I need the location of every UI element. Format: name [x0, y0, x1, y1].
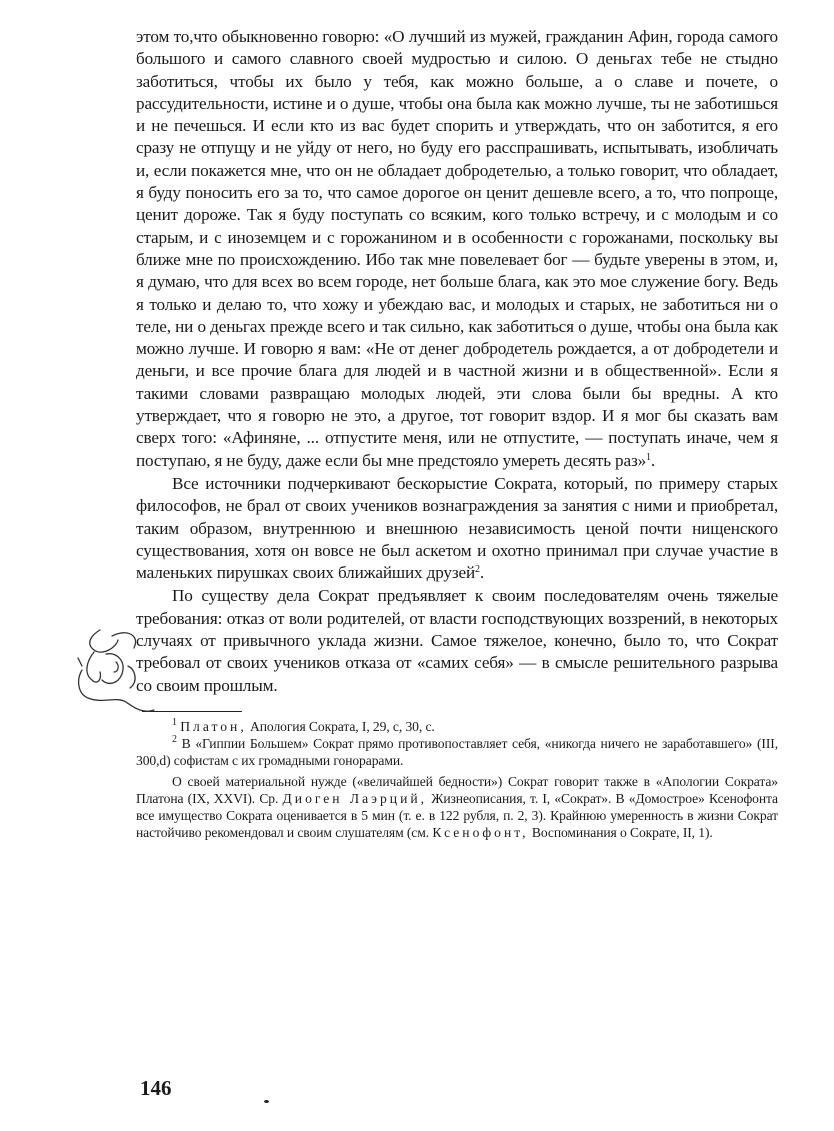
footnote-2-mark: 2 [172, 734, 177, 746]
footnote-2-cont-c: Воспоминания о Сократе, II, 1). [528, 825, 713, 841]
paragraph-2-text: Все источники подчеркивают бескорыстие Сократа, который, по примеру старых философов, не брал от своих учеников вознаграждения за занятия с ними и приобретал, таким образом, внутреннюю и внешнюю независимость ценой почти нищенского существования, хотя он вовсе не был аскетом и охотно принимал при случае участие в маленьких пирушках своих ближайших друзей [136, 473, 778, 583]
paragraph-1-text: этом то,что обыкновенно говорю: «О лучший из мужей, гражданин Афин, города самого большого и самого славного своей мудростью и силою. О деньгах тебе не стыдно заботиться, чтобы их было у тебя, как можно больше, а о славе и почете, о рассудительности, истине и о душе, чтобы она была как можно лучше, ты не заботишься и не печешься. И если кто из вас будет спорить и утверждать, что он заботится, я его сразу не отпущу и не уйду от него, но буду его расспрашивать, испытывать, изобличать и, если покажется мне, что он не обладает добродетелью, а только говорит, что обладает, я буду поносить его за то, что самое дорогое он ценит дешевле всего, а то, что попроще, ценит дороже. Так я буду поступать со всяким, кого только встречу, и с молодым и со старым, и с иноземцем и с горожанином и в особенности с горожанами, поскольку вы ближе мне по происхождению. Ибо так мне повелевает бог — будьте уверены в этом, и, я думаю, что для всех во всем городе, нет больше блага, как это мое служение богу. Ведь я только и делаю то, что хожу и убеждаю вас, и молодых и старых, не заботиться ни о теле, ни о деньгах прежде всего и так сильно, как заботиться о душе, чтобы она была как можно лучше. И говорю я вам: «Не от денег добродетель рождается, а от добродетели и деньги, и все прочие блага для людей и в частной жизни и в общественной». Если я такими словами развращаю молодых людей, эти слова были бы вредны. А кто утверждает, что я говорю не это, а другое, тот говорит вздор. И я мог бы сказать вам сверх того: «Афиняне, ... отпустите меня, или не отпустите, — поступать иначе, чем я поступаю, я не буду, даже если бы мне предстояло умереть десять раз» [136, 27, 778, 470]
footnote-2-cont-b: Жизнеописания, т. I, «Сократ». В «Домострое» Ксенофонта все имущество Сократа оценивается в 5 мин (т. е. в 122 рубля, п. 2, 3). Крайнюю умеренность в жизни Сократ настойчиво рекомендовал и своим слушателям (см. [136, 790, 778, 841]
ink-speck [264, 1100, 269, 1103]
footnote-2 [136, 735, 778, 769]
footnote-2-cont-a: О своей материальной нужде («величайшей бедности») Сократ говорит также в «Апологии Сократа» Платона (IX, XXVI). Ср. [136, 773, 778, 806]
margin-sketch-icon [72, 622, 172, 720]
paragraph-2-end: . [479, 563, 485, 583]
page-number: 146 [140, 1076, 172, 1100]
paragraph-1 [136, 26, 778, 472]
footnote-1-text: Апология Сократа, I, 29, с, 30, с. [246, 718, 435, 734]
footnote-2-author-1: Диоген Лаэрций, [282, 790, 428, 806]
footnotes [136, 718, 778, 841]
footnote-1-mark: 1 [172, 716, 177, 728]
paragraph-1-end: . [650, 450, 656, 470]
footnote-ref-2[interactable]: 2 [475, 564, 480, 576]
footnote-2-text: В «Гиппии Большем» Сократ прямо противопоставляет себя, «никогда ничего не заработавшего» (III, 300,d) софистам с их громадными гонорарами. [136, 736, 778, 769]
footnote-1 [136, 718, 778, 735]
footnote-1-author: Платон, [180, 718, 247, 734]
footnote-2-continuation [136, 773, 778, 842]
main-text [136, 26, 778, 697]
paragraph-3: По существу дела Сократ предъявляет к своим последователям очень тяжелые требования: отказ от воли родителей, от власти господствующих воззрений, в некоторых случаях от привычного уклада жизни. Самое тяжелое, конечно, было то, что Сократ требовал от своих учеников отказа от «самих себя» — в смысле решительного разрыва со своим прошлым. [136, 586, 778, 695]
page-body [136, 26, 778, 841]
footnote-2-author-2: Ксенофонт, [432, 825, 529, 841]
footnote-ref-1[interactable]: 1 [646, 451, 651, 463]
paragraph-2 [136, 473, 778, 584]
